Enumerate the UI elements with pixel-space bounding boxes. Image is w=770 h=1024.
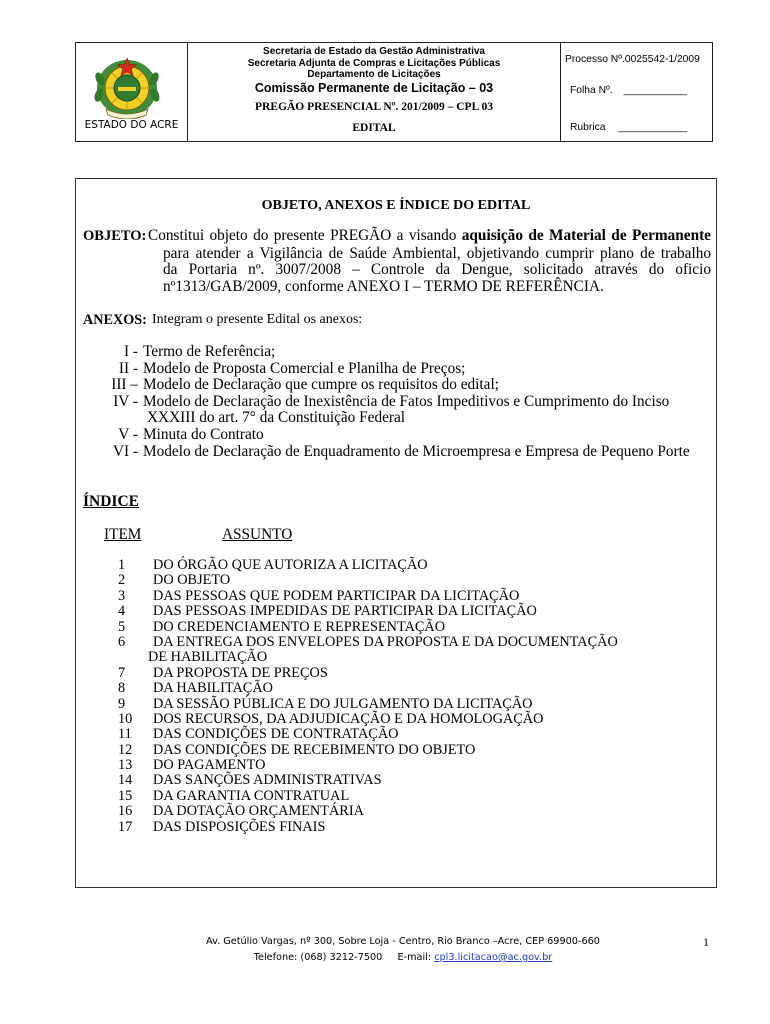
indice-row — [76, 789, 706, 804]
indice-row-continuation — [76, 650, 706, 665]
anexo-text: Termo de Referência; — [143, 343, 276, 360]
indice-item-subject: DA GARANTIA CONTRATUAL — [153, 787, 350, 804]
indice-row — [76, 589, 706, 604]
indice-item-subject: DO OBJETO — [153, 572, 231, 589]
indice-item-number: 15 — [118, 787, 133, 804]
edital-content-box — [75, 178, 717, 888]
indice-item-subject: DAS CONDIÇÕES DE CONTRATAÇÃO — [153, 726, 399, 743]
indice-item-subject: DAS SANÇÕES ADMINISTRATIVAS — [153, 772, 382, 789]
folha-field — [570, 85, 687, 97]
indice-row — [76, 604, 706, 619]
rubrica-field — [570, 122, 687, 134]
indice-item-number: 17 — [118, 818, 133, 835]
indice-item-number: 7 — [118, 664, 126, 681]
commission-name: Comissão Permanente de Licitação – 03 — [254, 81, 494, 95]
indice-item-subject: DAS CONDIÇÕES DE RECEBIMENTO DO OBJETO — [153, 741, 476, 758]
anexo-item — [83, 377, 713, 394]
indice-list — [76, 558, 706, 835]
indice-item-number: 6 — [118, 633, 126, 650]
indice-item-number: 8 — [118, 680, 126, 697]
indice-item-number: 14 — [118, 772, 133, 789]
indice-row — [76, 620, 706, 635]
indice-item-number: 16 — [118, 803, 133, 820]
indice-item-subject: DOS RECURSOS, DA ADJUDICAÇÃO E DA HOMOLOGAÇÃO — [153, 710, 544, 727]
objeto-line-2: para atender a Vigilância de Saúde Ambiental, objetivando cumprir plano de trabalho — [163, 245, 711, 262]
anexo-text: Modelo de Proposta Comercial e Planilha de Preços; — [143, 359, 466, 377]
indice-item-number: 4 — [118, 603, 126, 620]
footer-email-label: E-mail: — [397, 952, 432, 963]
org-line-secretaria-adjunta: Secretaria Adjunta de Compras e Licitações Públicas — [247, 58, 501, 69]
indice-row — [76, 697, 706, 712]
indice-column-assunto: ASSUNTO — [222, 526, 293, 543]
document-header — [75, 42, 713, 142]
objeto-line-1 — [148, 227, 711, 245]
anexo-item — [83, 444, 713, 461]
folha-blank-line: ___________ — [623, 85, 687, 96]
footer-contact — [103, 950, 703, 966]
anexo-item — [83, 361, 713, 378]
anexos-intro: Integram o presente Edital os anexos: — [152, 312, 363, 327]
folha-label: Folha Nº. — [570, 85, 613, 96]
anexo-numeral: I - — [123, 343, 138, 360]
indice-item-number: 3 — [118, 587, 126, 604]
indice-row — [76, 681, 706, 696]
page-footer — [103, 934, 703, 966]
objeto-emphasis-text: aquisição de Material de Permanente — [461, 227, 711, 244]
org-line-departamento: Departamento de Licitações — [307, 69, 441, 80]
indice-item-subject: DA HABILITAÇÃO — [153, 680, 273, 697]
anexos-list — [83, 344, 713, 460]
anexo-text: Modelo de Declaração que cumpre os requisitos do edital; — [143, 376, 499, 394]
anexo-text: Modelo de Declaração de Enquadramento de Microempresa e Empresa de Pequeno Porte — [143, 442, 690, 460]
indice-item-number: 5 — [118, 618, 126, 635]
indice-item-subject: DA PROPOSTA DE PREÇOS — [153, 664, 328, 681]
indice-row — [76, 558, 706, 573]
anexo-text: Modelo de Declaração de Inexistência de Fatos Impeditivos e Cumprimento do Inciso — [143, 392, 670, 410]
indice-item-subject: DAS PESSOAS IMPEDIDAS DE PARTICIPAR DA LICITAÇÃO — [153, 603, 537, 620]
footer-email-link[interactable]: cpl3.licitacao@ac.gov.br — [434, 952, 553, 963]
state-coat-of-arms-icon — [92, 57, 162, 119]
indice-item-subject: DA DOTAÇÃO ORÇAMENTÁRIA — [153, 803, 364, 820]
indice-row — [76, 820, 706, 835]
anexo-continuation-text: XXXIII do art. 7° da Constituição Federal — [147, 409, 406, 427]
anexo-numeral: II - — [118, 359, 138, 377]
indice-row — [76, 666, 706, 681]
processo-number: Processo Nº.0025542-1/2009 — [565, 54, 700, 65]
anexo-numeral: VI - — [112, 442, 138, 460]
pregao-number: PREGÃO PRESENCIAL Nº. 201/2009 – CPL 03 — [255, 101, 493, 113]
header-right-column — [561, 43, 712, 141]
indice-item-subject: DO ÓRGÃO QUE AUTORIZA A LICITAÇÃO — [153, 557, 428, 573]
indice-item-subject: DA SESSÃO PÚBLICA E DO JULGAMENTO DA LICITAÇÃO — [153, 695, 533, 712]
anexo-item-continuation — [83, 410, 713, 427]
indice-row — [76, 635, 706, 650]
emblem-band — [118, 87, 136, 91]
anexos-label: ANEXOS: — [83, 312, 147, 328]
objeto-label: OBJETO: — [83, 228, 147, 244]
footer-address: Av. Getúlio Vargas, nº 300, Sobre Loja - Centro, Rio Branco –Acre, CEP 69900-660 — [206, 936, 600, 947]
indice-item-subject: DA ENTREGA DOS ENVELOPES DA PROPOSTA E DA DOCUMENTAÇÃO — [153, 633, 618, 650]
objeto-line-3: da Portaria nº. 3007/2008 – Controle da Dengue, solicitado através do oficio — [163, 261, 711, 278]
org-line-secretaria: Secretaria de Estado da Gestão Administrativa — [263, 46, 485, 57]
rubrica-blank-line: ____________ — [618, 122, 688, 133]
page-number: 1 — [703, 935, 709, 949]
anexo-item — [83, 427, 713, 444]
indice-row — [76, 773, 706, 788]
anexo-numeral: V - — [118, 425, 138, 443]
indice-item-number: 9 — [118, 695, 126, 712]
header-center-column — [188, 43, 560, 141]
indice-item-number: 11 — [118, 726, 132, 743]
objeto-lead-text: Constitui objeto do presente PREGÃO a visando — [148, 227, 457, 244]
indice-item-number: 12 — [118, 741, 133, 758]
indice-row — [76, 743, 706, 758]
indice-title: ÍNDICE — [83, 493, 139, 510]
rubrica-label: Rubrica — [570, 122, 606, 133]
indice-item-number: 10 — [118, 710, 133, 727]
anexo-item — [83, 394, 713, 411]
section-title: OBJETO, ANEXOS E ÍNDICE DO EDITAL — [261, 198, 531, 213]
indice-item-subject: DO PAGAMENTO — [153, 757, 266, 774]
indice-column-item: ITEM — [104, 526, 142, 543]
indice-row — [76, 712, 706, 727]
indice-item-subject: DAS DISPOSIÇÕES FINAIS — [153, 818, 326, 835]
indice-item-subject: DO CREDENCIAMENTO E REPRESENTAÇÃO — [153, 618, 446, 635]
indice-row — [76, 573, 706, 588]
anexo-item — [83, 344, 713, 361]
emblem-caption: ESTADO DO ACRE — [84, 119, 179, 131]
objeto-line-4: nº1313/GAB/2009, conforme ANEXO I – TERMO DE REFERÊNCIA. — [163, 278, 604, 295]
indice-item-number: 13 — [118, 757, 133, 774]
indice-item-continuation: DE HABILITAÇÃO — [148, 649, 268, 666]
document-type: EDITAL — [352, 122, 396, 134]
indice-item-number: 1 — [118, 557, 126, 573]
anexo-numeral: IV - — [113, 392, 138, 410]
indice-row — [76, 804, 706, 819]
indice-item-number: 2 — [118, 572, 126, 589]
indice-row — [76, 727, 706, 742]
indice-item-subject: DAS PESSOAS QUE PODEM PARTICIPAR DA LICITAÇÃO — [153, 587, 520, 604]
anexo-text: Minuta do Contrato — [143, 425, 264, 443]
anexo-numeral: III – — [111, 376, 138, 394]
footer-phone: Telefone: (068) 3212-7500 — [253, 952, 383, 963]
